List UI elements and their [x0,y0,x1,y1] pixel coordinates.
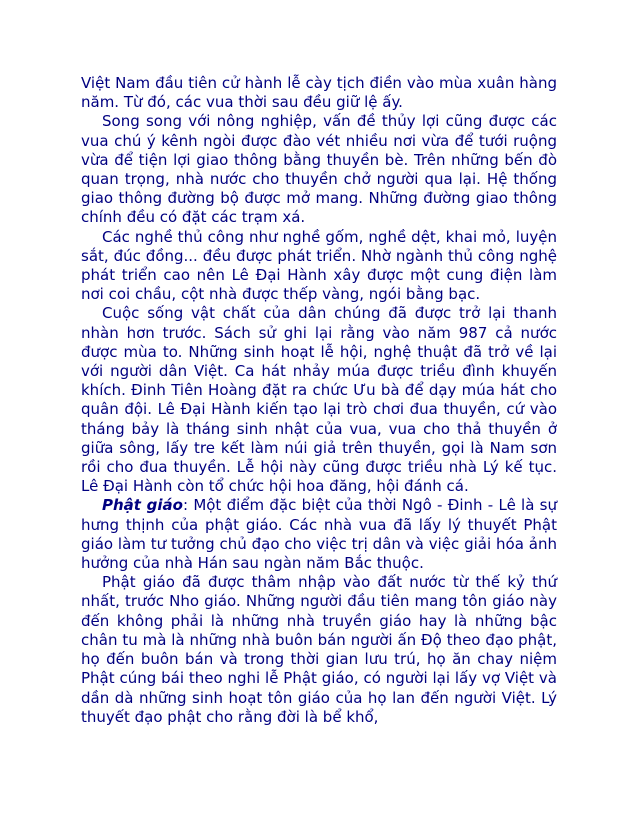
paragraph-6: Phật giáo đã được thâm nhập vào đất nước từ thế kỷ thứ nhất, trước Nho giáo. Những người đầu tiên mang tôn giáo này đến không phải là những nhà truyền giáo hay là những bậc chân tu mà là những nhà buôn bán người ấn Độ theo đạo phật, họ đến buôn bán và trong thời gian lưu trú, họ ăn chay niệm Phật cúng bái theo nghi lễ Phật giáo, có người lại lấy vợ Việt và dần dà những sinh hoạt tôn giáo của họ lan đến người Việt. Lý thuyết đạo phật cho rằng đời là bể khổ, [81,573,557,726]
paragraph-5 [81,496,557,573]
paragraph-1: Việt Nam đầu tiên cử hành lễ cày tịch điền vào mùa xuân hàng năm. Từ đó, các vua thời sau đều giữ lệ ấy. [81,74,557,112]
paragraph-2: Song song với nông nghiệp, vấn đề thủy lợi cũng được các vua chú ý kênh ngòi được đào vét nhiều nơi vừa để tưới ruộng vừa để tiện lợi giao thông bằng thuyền bè. Trên những bến đò quan trọng, nhà nước cho thuyền chở người qua lại. Hệ thống giao thông đường bộ được mở mang. Những đường giao thông chính đều có đặt các trạm xá. [81,112,557,227]
paragraph-3: Các nghề thủ công như nghề gốm, nghề dệt, khai mỏ, luyện sắt, đúc đồng... đều được phát triển. Nhờ ngành thủ công nghệ phát triển cao nên Lê Đại Hành xây được một cung điện làm nơi coi chầu, cột nhà được thếp vàng, ngói bằng bạc. [81,227,557,304]
document-page [81,74,557,727]
paragraph-5-body: : Một điểm đặc biệt của thời Ngô - Đinh - Lê là sự hưng thịnh của phật giáo. Các nhà vua đã lấy lý thuyết Phật giáo làm tư tưởng chủ đạo cho việc trị dân và việc giải hóa ảnh hưởng của nhà Hán sau ngàn năm Bắc thuộc. [81,496,558,573]
paragraph-4: Cuộc sống vật chất của dân chúng đã được trở lại thanh nhàn hơn trước. Sách sử ghi lại rằng vào năm 987 cả nước được mùa to. Những sinh hoạt lễ hội, nghệ thuật đã trở về lại với người dân Việt. Ca hát nhảy múa được triều đình khuyến khích. Đinh Tiên Hoàng đặt ra chức Ưu bà để dạy múa hát cho quân đội. Lê Đại Hành kiến tạo lại trò chơi đua thuyền, cứ vào tháng bảy là tháng sinh nhật của vua, vua cho thả thuyền ở giữa sông, lấy tre kết làm núi giả trên thuyền, gọi là Nam sơn rồi cho đua thuyền. Lễ hội này cũng được triều nhà Lý kế tục. Lê Đại Hành còn tổ chức hội hoa đăng, hội đánh cá. [81,304,557,496]
section-term-phat-giao: Phật giáo [102,496,183,515]
